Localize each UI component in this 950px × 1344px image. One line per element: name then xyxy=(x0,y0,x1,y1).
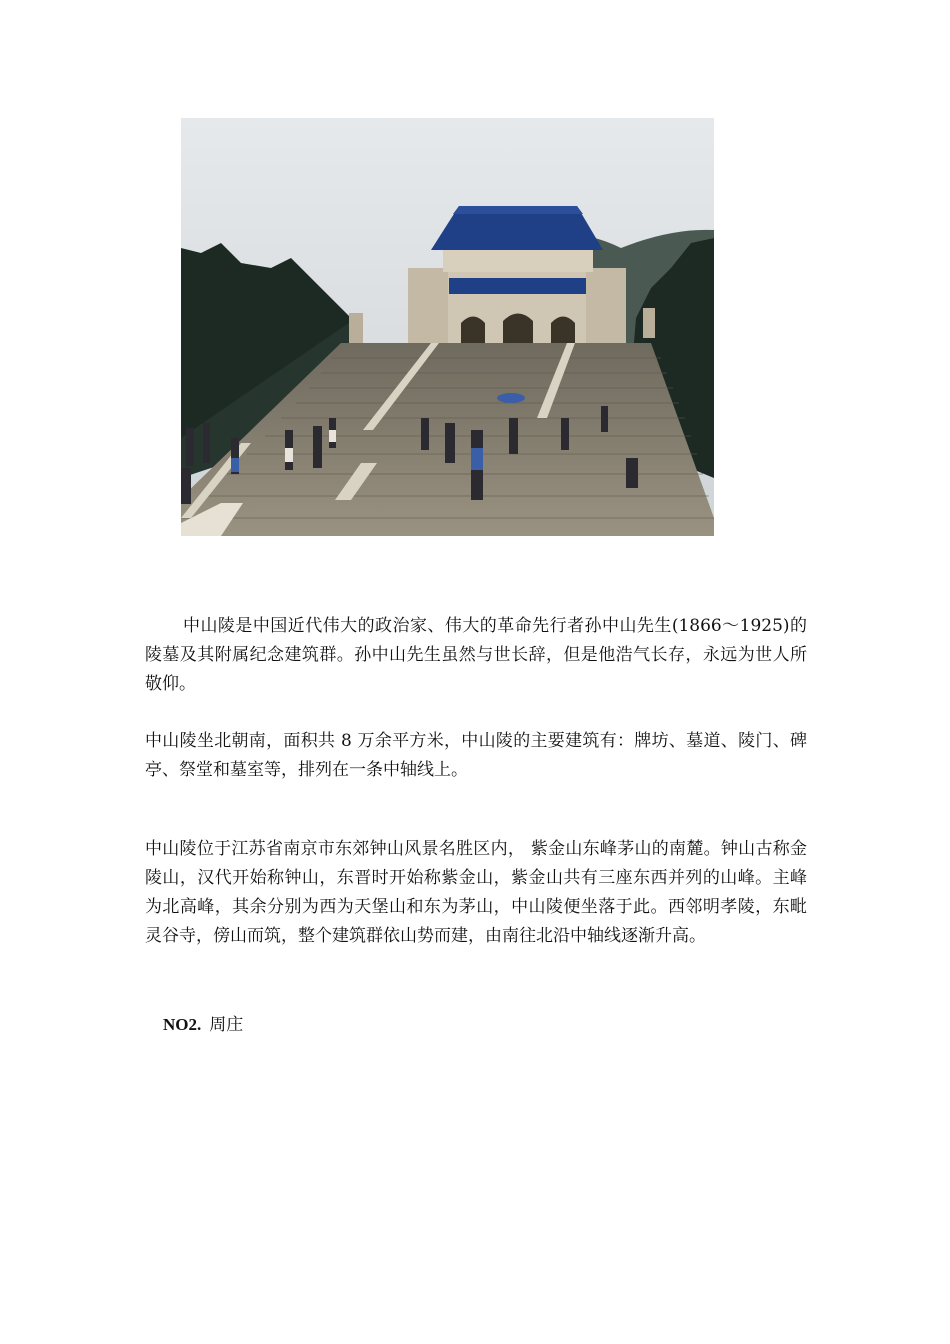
mausoleum-photo xyxy=(181,118,714,536)
paragraph-layout: 中山陵坐北朝南，面积共 8 万余平方米，中山陵的主要建筑有：牌坊、墓道、陵门、碑亭、祭堂和墓室等，排列在一条中轴线上。 xyxy=(145,731,807,780)
paragraph-introduction: 中山陵是中国近代伟大的政治家、伟大的革命先行者孙中山先生(1866～1925)的陵墓及其附属纪念建筑群。孙中山先生虽然与世长辞，但是他浩气长存，永远为世人所敬仰。 xyxy=(145,616,807,694)
section-number: NO2. xyxy=(163,1015,202,1034)
section-title: 周庄 xyxy=(209,1015,244,1035)
section-heading xyxy=(163,1013,243,1037)
paragraph-location: 中山陵位于江苏省南京市东郊钟山风景名胜区内， 紫金山东峰茅山的南麓。钟山古称金陵山，汉代开始称钟山，东晋时开始称紫金山，紫金山共有三座东西并列的山峰。主峰为北高峰，其余分别为西为天堡山和东为茅山，中山陵便坐落于此。西邻明孝陵，东毗灵谷寺，傍山而筑，整个建筑群依山势而建，由南往北沿中轴线逐渐升高。 xyxy=(145,839,807,946)
